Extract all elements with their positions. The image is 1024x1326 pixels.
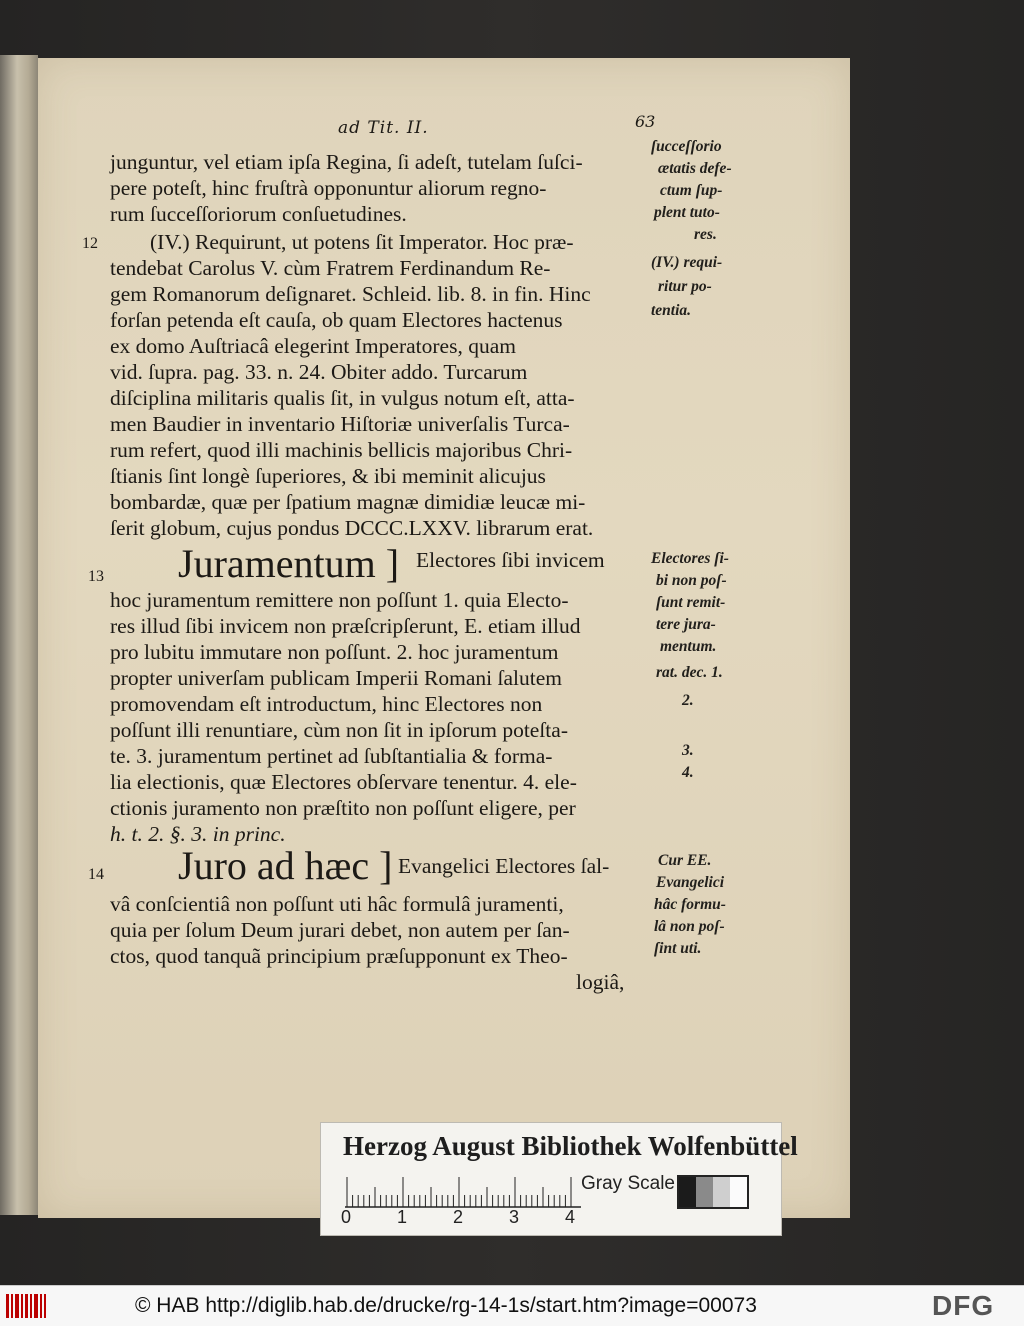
margin-note: tentia.	[651, 302, 692, 319]
margin-note: Evangelici	[656, 874, 725, 891]
text-line: vâ conſcientiâ non poſſunt uti hâc formulâ juramenti,	[110, 892, 564, 916]
text-line: h. t. 2. §. 3. in princ.	[110, 822, 286, 846]
library-name: Herzog August Bibliothek Wolfenbüttel	[343, 1131, 798, 1161]
text-line: promovendam eſt introductum, hinc Electores non	[110, 692, 543, 716]
margin-note: ſunt remit-	[656, 594, 726, 611]
text-line: res illud ſibi invicem non præſcripſerunt, E. etiam illud	[110, 614, 581, 638]
paragraph-number: 12	[82, 235, 98, 252]
lemma-heading: Juro ad hæc ]	[178, 843, 393, 888]
swatch-dark-gray	[696, 1177, 713, 1207]
text-line: (IV.) Requirunt, ut potens ſit Imperator. Hoc præ-	[150, 230, 574, 254]
copyright-url[interactable]: © HAB http://diglib.hab.de/drucke/rg-14-1s/start.htm?image=00073	[135, 1294, 757, 1317]
lemma-heading: Juramentum ]	[178, 541, 400, 586]
margin-note: tere jura-	[656, 616, 716, 633]
text-line: bombardæ, quæ per ſpatium magnæ dimidiæ leucæ mi-	[110, 490, 586, 514]
swatch-light-gray	[713, 1177, 730, 1207]
text-line: Evangelici Electores ſal-	[398, 854, 610, 878]
text-line: rum refert, quod illi machinis bellicis majoribus Chri-	[110, 438, 573, 462]
margin-note: ſucceſſorio	[651, 138, 722, 155]
barcode-icon	[4, 1292, 48, 1320]
text-line: pro lubitu immutare non poſſunt. 2. hoc juramentum	[110, 640, 559, 664]
text-line: ſtianis ſint longè ſuperiores, & ibi meminit alicujus	[110, 464, 546, 488]
text-line: quia per ſolum Deum jurari debet, non autem per ſan-	[110, 918, 570, 942]
margin-note: Electores ſi-	[651, 550, 729, 567]
ruler-label: 1	[397, 1207, 408, 1227]
margin-note: bi non poſ-	[656, 572, 727, 589]
text-line: diſciplina militaris qualis ſit, in vulgus notum eſt, atta-	[110, 386, 575, 410]
margin-note: (IV.) requi-	[651, 254, 723, 271]
margin-note: ctum ſup-	[660, 182, 723, 199]
margin-note: lâ non poſ-	[654, 918, 725, 935]
margin-note: rat. dec. 1.	[656, 664, 723, 681]
ruler-label: 2	[453, 1207, 464, 1227]
book-page	[38, 58, 850, 1218]
scale-ruler	[343, 1175, 583, 1209]
page-text	[38, 58, 850, 1218]
page-number: 63	[635, 112, 656, 131]
text-line: lia electionis, quæ Electores obſervare tenentur. 4. ele-	[110, 770, 577, 794]
text-line: te. 3. juramentum pertinet ad ſubſtantialia & forma-	[110, 744, 553, 768]
margin-note: 4.	[682, 764, 694, 781]
text-line: junguntur, vel etiam ipſa Regina, ſi adeſt, tutelam ſuſci-	[110, 150, 583, 174]
ruler-label: 4	[565, 1207, 576, 1227]
library-color-card	[320, 1122, 798, 1236]
margin-note: ætatis defe-	[658, 160, 732, 177]
swatch-black	[679, 1177, 696, 1207]
gray-scale-label: Gray Scale	[581, 1173, 675, 1194]
text-line: tendebat Carolus V. cùm Fratrem Ferdinandum Re-	[110, 256, 551, 280]
text-line: ſerit globum, cujus pondus DCCC.LXXV. librarum erat.	[110, 516, 594, 540]
text-line: ex domo Auſtriacâ elegerint Imperatores, quam	[110, 334, 516, 358]
text-line: Electores ſibi invicem	[416, 548, 605, 572]
paragraph-number: 13	[88, 568, 104, 585]
margin-note: 3.	[682, 742, 694, 759]
text-line: hoc juramentum remittere non poſſunt 1. quia Electo-	[110, 588, 569, 612]
text-line: propter univerſam publicam Imperii Romani ſalutem	[110, 666, 562, 690]
text-line: poſſunt illi renuntiare, cùm non ſit in ipſorum poteſta-	[110, 718, 568, 742]
gray-scale-swatch	[677, 1175, 749, 1209]
text-line: logiâ,	[576, 970, 625, 994]
text-line: men Baudier in inventario Hiſtoriæ univerſalis Turca-	[110, 412, 570, 436]
margin-note: res.	[694, 226, 717, 243]
text-line: pere poteſt, hinc fruſtrà opponuntur aliorum regno-	[110, 176, 547, 200]
text-line: rum ſucceſſoriorum conſuetudines.	[110, 202, 407, 226]
margin-note: Cur EE.	[658, 852, 712, 869]
text-line: ctionis juramento non præſtito non poſſunt eligere, per	[110, 796, 576, 820]
margin-note: plent tuto-	[654, 204, 720, 221]
ruler-label: 3	[509, 1207, 520, 1227]
footer-bar	[0, 1285, 1024, 1326]
swatch-white	[730, 1177, 747, 1207]
adjacent-page-edge	[0, 55, 38, 1215]
text-line: vid. ſupra. pag. 33. n. 24. Obiter addo. Turcarum	[110, 360, 528, 384]
paragraph-number: 14	[88, 866, 104, 883]
margin-note: ſint uti.	[654, 940, 702, 957]
text-line: gem Romanorum deſignaret. Schleid. lib. 8. in fin. Hinc	[110, 282, 591, 306]
margin-note: hâc formu-	[654, 896, 726, 913]
ruler-label: 0	[341, 1207, 352, 1227]
text-line: forſan petenda eſt cauſa, ob quam Electores hactenus	[110, 308, 563, 332]
margin-note: mentum.	[660, 638, 717, 655]
margin-note: 2.	[682, 692, 694, 709]
dfg-logo: DFG	[932, 1290, 995, 1321]
running-head: ad Tit. II.	[338, 118, 429, 138]
text-line: ctos, quod tanquã principium præſupponunt ex Theo-	[110, 944, 568, 968]
margin-note: ritur po-	[658, 278, 712, 295]
